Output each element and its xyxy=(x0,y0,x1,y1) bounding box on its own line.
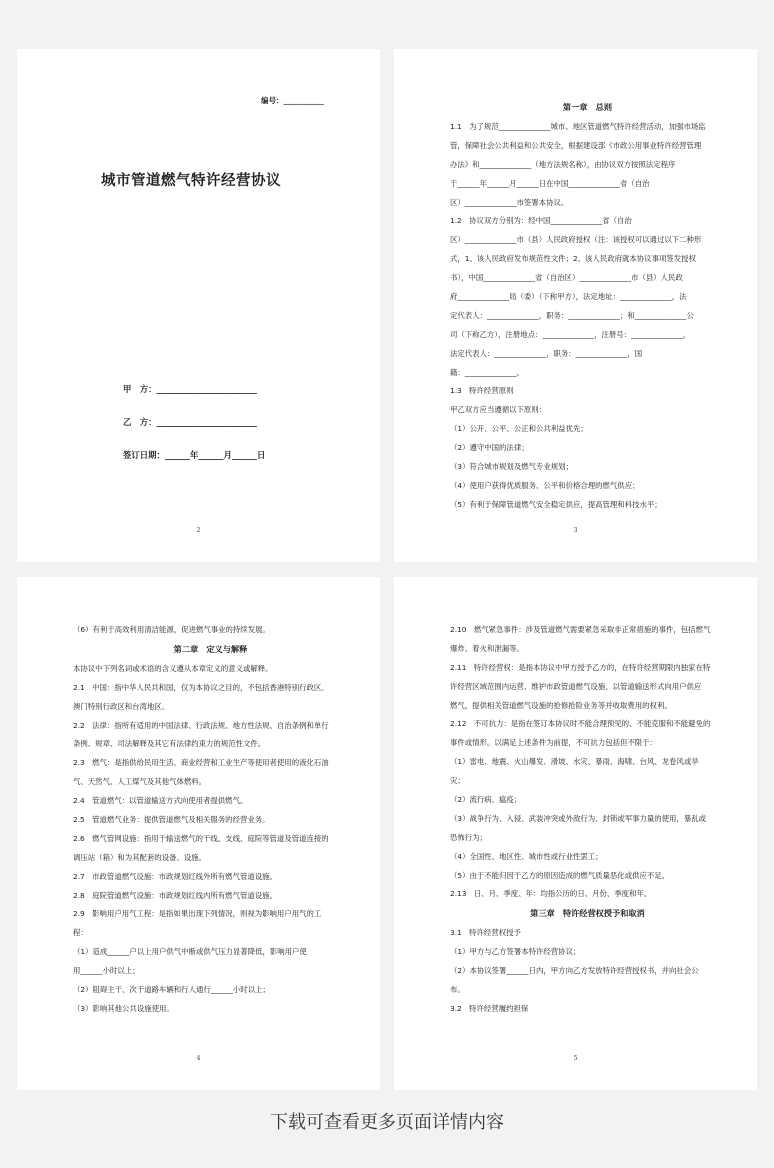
contract-number: 编号：___________ xyxy=(261,96,324,105)
paragraph: 程： xyxy=(73,928,88,938)
paragraph: 区）______________市（县）人民政府授权（注：该授权可以通过以下二种形 xyxy=(450,235,702,245)
paragraph-list xyxy=(450,625,725,899)
paragraph: 府______________局（委）（下称甲方），法定地址：______________，法 xyxy=(450,292,687,302)
paragraph: 灾； xyxy=(450,776,465,786)
page-number: 3 xyxy=(573,527,578,534)
page-number: 4 xyxy=(196,1055,201,1062)
document-title: 城市管道燃气特许经营协议 xyxy=(101,173,281,189)
paragraph: （1）雷电、地震、火山爆发、滑坡、水灾、暴雨、海啸、台风、龙卷风或旱 xyxy=(450,757,699,767)
paragraph: 事件或情形。以满足上述条件为前提，不可抗力包括但不限于： xyxy=(450,738,657,748)
paragraph: 条例、规章、司法解释及其它有法律约束力的规范性文件。 xyxy=(73,739,266,749)
paragraph: （6）有利于高效利用清洁能源，促进燃气事业的持续发展。 xyxy=(73,625,270,634)
page-chapter-3 xyxy=(394,577,757,1090)
paragraph: 法定代表人：______________，职务：______________，国 xyxy=(450,348,643,358)
paragraph: 恐怖行为； xyxy=(450,832,487,842)
paragraph: （2）阻碍主干、次干道路车辆和行人通行______小时以上； xyxy=(73,985,270,995)
paragraph: 式，1、该人民政府发布规范性文件；2、该人民政府就本协议事项签发授权 xyxy=(450,254,696,264)
paragraph: （5）有利于保障管道燃气安全稳定供应，提高管理和科技水平； xyxy=(450,499,662,509)
paragraph: （1）造成______户以上用户供气中断或供气压力显著降低，影响用户使 xyxy=(73,947,307,957)
paragraph: （4）使用户获得优质服务、公平和价格合理的燃气供应； xyxy=(450,480,640,490)
paragraph: 区）______________市签署本协议。 xyxy=(450,197,569,207)
paragraph: 2.7 市政管道燃气设施：市政规划红线外所有燃气管道设施。 xyxy=(73,871,277,881)
page-number: 5 xyxy=(573,1055,578,1062)
paragraph: 2.3 燃气：是指供给民用生活、商业经营和工业生产等使用者使用的液化石油 xyxy=(73,758,329,768)
paragraph: 管，保障社会公共利益和公共安全，根据建设部《市政公用事业特许经营管理 xyxy=(450,140,702,150)
paragraph: 2.1 中国：指中华人民共和国，仅为本协议之目的，不包括香港特别行政区、 xyxy=(73,682,329,692)
page-cover xyxy=(17,49,380,562)
paragraph: 爆炸、着火和泄漏等。 xyxy=(450,643,524,653)
paragraph: （2）遵守中国的法律； xyxy=(450,443,529,453)
download-more-caption: 下载可查看更多页面详情内容 xyxy=(270,1112,504,1133)
page-body xyxy=(450,625,725,1023)
paragraph: （1）甲方与乙方签署本特许经营协议； xyxy=(450,947,581,957)
paragraph: 2.11 特许经营权：是指本协议中甲方授予乙方的，在特许经营期限内独家在特 xyxy=(450,662,711,672)
paragraph: 于______年______月______日在中国______________省（自治 xyxy=(450,178,650,188)
paragraph-list xyxy=(450,928,725,1014)
paragraph: 布。 xyxy=(450,985,465,995)
paragraph: 书），中国______________省（自治区）______________市（县）人民政 xyxy=(450,273,683,283)
page-number: 2 xyxy=(196,527,201,534)
paragraph: 燃气，提供相关管道燃气设施的抢修抢险业务等并收取费用的权利。 xyxy=(450,700,672,710)
page-chapter-1 xyxy=(394,49,757,562)
paragraph: 2.4 管道燃气：以管道输送方式向使用者提供燃气。 xyxy=(73,796,248,806)
paragraph: 2.8 庭院管道燃气设施：市政规划红线内所有燃气管道设施。 xyxy=(73,890,277,900)
paragraph: 澳门特别行政区和台湾地区。 xyxy=(73,701,170,711)
paragraph: 气、天然气、人工煤气及其他气体燃料。 xyxy=(73,777,207,787)
chapter-title: 第二章 定义与解释 xyxy=(173,643,248,654)
paragraph: 许经营区域范围内运营、维护市政管道燃气设施、以管道输送形式向用户供应 xyxy=(450,681,702,691)
paragraph: 本协议中下列名词或术语的含义遵从本章定义的意义或解释。 xyxy=(73,663,273,673)
paragraph: 调压站（箱）和为其配套的设备、设施。 xyxy=(73,852,207,862)
paragraph-list xyxy=(450,122,725,510)
paragraph: 2.12 不可抗力：是指在签订本协议时不能合理预见的、不能克服和不能避免的 xyxy=(450,719,711,729)
page-body xyxy=(450,96,725,519)
paragraph: 甲乙双方应当遵循以下原则： xyxy=(450,405,547,415)
paragraph: 籍：______________。 xyxy=(450,367,524,377)
paragraph: （3）符合城市规划及燃气专业规划； xyxy=(450,462,573,472)
paragraph: 2.10 燃气紧急事件：涉及管道燃气需要紧急采取非正常措施的事件，包括燃气 xyxy=(450,625,711,634)
paragraph: （1）公开、公平、公正和公共利益优先； xyxy=(450,424,588,434)
paragraph: 2.5 管道燃气业务：提供管道燃气及相关服务的经营业务。 xyxy=(73,815,270,825)
paragraph: 1.2 协议双方分别为：经中国______________省（自治 xyxy=(450,216,632,226)
paragraph: 3.2 特许经营履约担保 xyxy=(450,1003,529,1013)
paragraph: 1.1 为了规范______________城市、地区管道燃气特许经营活动，加强市场监 xyxy=(450,122,706,131)
paragraph-list xyxy=(73,664,348,1014)
party-a-line: 甲 方：________________________ xyxy=(123,384,257,394)
paragraph: （2）本协议签署______日内，甲方向乙方发放特许经营授权书，并向社会公 xyxy=(450,966,699,976)
paragraph: 2.2 法律：指所有适用的中国法律、行政法规、地方性法规、自治条例和单行 xyxy=(73,720,329,730)
chapter-title: 第三章 特许经营权授予和取消 xyxy=(530,908,645,919)
paragraph: 2.9 影响用户用气工程：是指如果出现下列情况，则视为影响用户用气的工 xyxy=(73,909,322,919)
paragraph: 2.6 燃气管网设施：指用于输送燃气的干线、支线、庭院等管道及管道连接的 xyxy=(73,833,329,843)
paragraph: （3）影响其他公共设施使用。 xyxy=(73,1003,174,1013)
paragraph: （5）由于不能归因于乙方的原因造成的燃气质量恶化或供应不足。 xyxy=(450,870,670,880)
paragraph: （3）战争行为、入侵、武装冲突或外敌行为、封锁或军事力量的使用，暴乱或 xyxy=(450,813,706,823)
paragraph: （2）流行病、瘟疫； xyxy=(450,795,522,805)
party-b-line: 乙 方：________________________ xyxy=(123,417,257,427)
paragraph: 司（下称乙方），注册地点：______________，注册号：______________， xyxy=(450,329,691,339)
paragraph: 定代表人：______________，职务：______________；和______________公 xyxy=(450,310,694,320)
page-body xyxy=(73,625,348,1023)
paragraph: 办法》和______________（地方法规名称），由协议双方按照法定程序 xyxy=(450,159,676,169)
paragraph: 用______小时以上； xyxy=(73,966,140,976)
page-chapter-2 xyxy=(17,577,380,1090)
paragraph: （4）全国性、地区性、城市性或行业性罢工； xyxy=(450,851,603,861)
paragraph: 1.3 特许经营原则 xyxy=(450,386,514,396)
paragraph: 2.13 日、月、季度、年：均指公历的日、月份、季度和年。 xyxy=(450,889,652,899)
paragraph: 3.1 特许经营权授予 xyxy=(450,928,521,938)
sign-date-line: 签订日期：______年______月______日 xyxy=(123,450,266,460)
chapter-title: 第一章 总则 xyxy=(562,102,613,112)
